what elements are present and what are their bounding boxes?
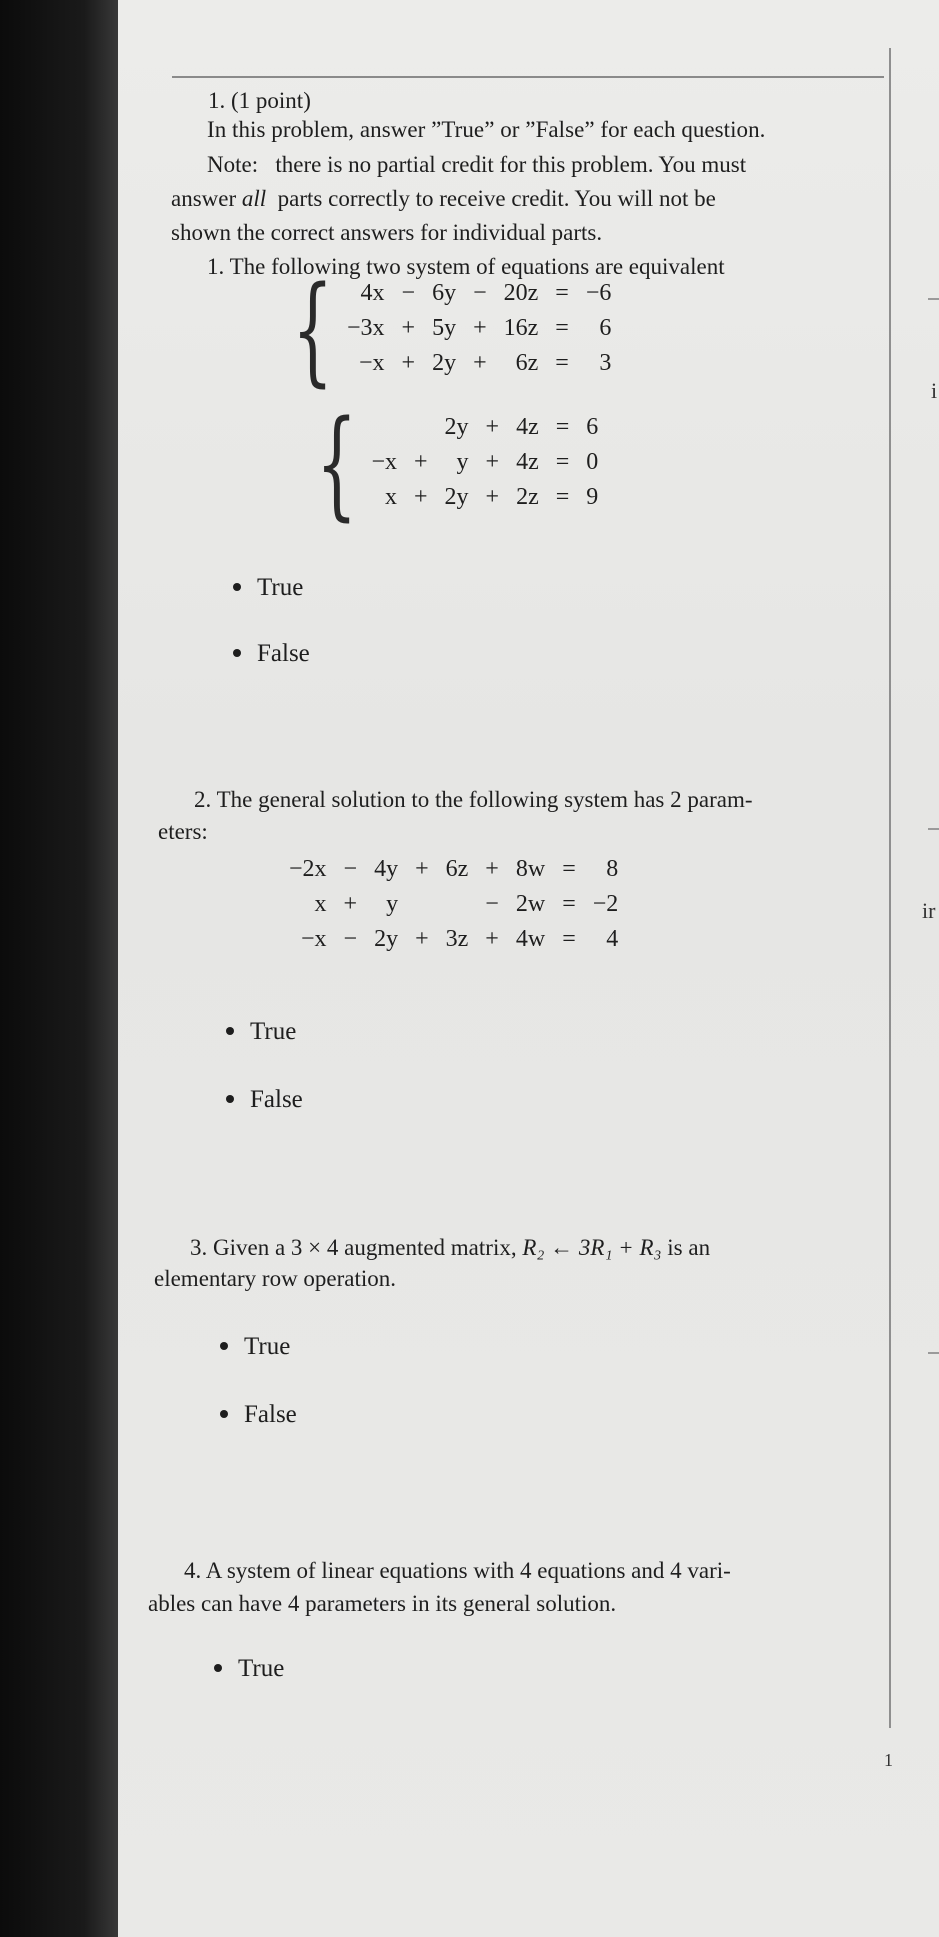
q1-system-a-table — [340, 276, 618, 381]
constant: −6 — [585, 280, 612, 306]
equation-row — [282, 887, 625, 922]
term: 2z — [516, 484, 539, 510]
q2-system-table — [282, 852, 625, 957]
term: x — [385, 484, 397, 510]
equation-row — [364, 410, 605, 445]
term: 4x — [360, 280, 385, 306]
operator: + — [414, 449, 428, 475]
term: 4w — [515, 926, 546, 952]
option-label: True — [238, 1655, 285, 1682]
term — [439, 887, 476, 922]
equals: = — [555, 280, 569, 306]
operator: + — [485, 414, 500, 440]
operator: + — [473, 350, 487, 376]
operator: − — [401, 280, 416, 306]
instruction-line: In this problem, answer ”True” or ”False” for each question. — [207, 117, 766, 142]
page-number: 1 — [884, 1750, 893, 1770]
term: y — [456, 449, 469, 475]
equation-row — [340, 276, 618, 311]
operator: − — [485, 891, 499, 917]
note-label: Note: — [207, 152, 259, 177]
operator: + — [485, 484, 500, 510]
question-3-lead: 3. Given a 3 × 4 augmented matrix, — [190, 1235, 517, 1260]
term: 6z — [515, 350, 539, 376]
term: 2w — [515, 891, 546, 917]
constant: 0 — [586, 449, 599, 475]
term — [364, 410, 404, 445]
equals: = — [555, 484, 570, 510]
term: 2y — [444, 484, 469, 510]
term: 6y — [432, 280, 457, 306]
term: x — [314, 891, 327, 917]
option-label: False — [257, 640, 310, 667]
operator — [405, 887, 439, 922]
question-3-tail: is an — [667, 1235, 711, 1260]
row-operation: R₂ ← 3R₁ + R₃ — [522, 1235, 662, 1260]
equation-row — [282, 922, 625, 957]
constant: 9 — [586, 484, 599, 510]
equation-row — [282, 852, 625, 887]
term: −3x — [347, 315, 385, 341]
operator: − — [473, 280, 487, 306]
operator: + — [473, 315, 487, 341]
instruction-text: parts correctly to receive credit. You will not be — [277, 186, 716, 211]
term: 8w — [515, 856, 546, 882]
equation-row — [340, 311, 618, 346]
question-3-text — [190, 1231, 710, 1265]
q1-system-b-table — [364, 410, 605, 515]
term: 3z — [445, 926, 469, 952]
option-label: False — [250, 1086, 303, 1113]
q1-system-a — [292, 260, 618, 398]
q3-option-false[interactable] — [220, 1401, 297, 1429]
operator: + — [415, 856, 429, 882]
bullet-icon — [233, 649, 241, 657]
bullet-icon — [214, 1664, 222, 1672]
edge-tick — [928, 828, 939, 830]
equals: = — [562, 856, 576, 882]
question-4-text-cont: ables can have 4 parameters in its general solution. — [148, 1591, 617, 1616]
equals: = — [555, 315, 569, 341]
bullet-icon — [220, 1342, 228, 1350]
term: 2y — [444, 414, 469, 440]
term: 5y — [432, 315, 457, 341]
constant: 6 — [586, 414, 599, 440]
equals: = — [555, 414, 570, 440]
term: −x — [301, 926, 327, 952]
bullet-icon — [226, 1095, 234, 1103]
constant: 6 — [599, 315, 612, 341]
equation-row — [364, 480, 605, 515]
term: 4z — [516, 414, 539, 440]
term: −x — [371, 449, 397, 475]
instruction-line: shown the correct answers for individual parts. — [171, 220, 603, 245]
constant: 4 — [606, 926, 619, 952]
constant: −2 — [592, 891, 619, 917]
equals: = — [555, 350, 569, 376]
term: 4y — [374, 856, 399, 882]
q2-option-true[interactable] — [226, 1018, 296, 1046]
q2-system — [282, 852, 625, 957]
equation-row — [340, 346, 618, 381]
option-label: True — [250, 1018, 297, 1045]
note-text: there is no partial credit for this problem. You must — [275, 152, 747, 177]
question-2-text: 2. The general solution to the following system has 2 param- — [194, 787, 753, 812]
operator: + — [414, 484, 428, 510]
note-line — [207, 148, 746, 182]
right-margin-rule — [889, 48, 891, 1728]
equals: = — [562, 926, 576, 952]
edge-tick — [928, 1352, 939, 1354]
top-rule — [172, 76, 884, 78]
term: y — [386, 891, 399, 917]
margin-char: i — [931, 378, 938, 403]
instruction-emphasis: all — [241, 186, 267, 211]
q1-option-true[interactable] — [233, 574, 303, 602]
bullet-icon — [233, 583, 241, 591]
bullet-icon — [226, 1027, 234, 1035]
operator: − — [343, 926, 358, 952]
term: 20z — [503, 280, 539, 306]
q2-option-false[interactable] — [226, 1086, 303, 1114]
screen-bezel — [0, 0, 120, 1937]
term: 16z — [503, 315, 539, 341]
question-3-text-cont: elementary row operation. — [154, 1266, 397, 1291]
question-1-text: 1. The following two system of equations are equivalent — [207, 254, 725, 279]
option-label: True — [244, 1333, 291, 1360]
equals: = — [562, 891, 576, 917]
operator: + — [401, 315, 416, 341]
question-2-text-cont: eters: — [158, 819, 208, 844]
system-brace: { — [316, 394, 358, 532]
operator: + — [485, 449, 500, 475]
q4-option-true[interactable] — [214, 1655, 284, 1683]
q3-option-true[interactable] — [220, 1333, 290, 1361]
equals: = — [555, 449, 570, 475]
q1-option-false[interactable] — [233, 640, 310, 668]
term: −x — [359, 350, 385, 376]
constant: 3 — [599, 350, 612, 376]
term: 2y — [432, 350, 457, 376]
operator: + — [401, 350, 416, 376]
operator: + — [343, 891, 358, 917]
operator: + — [485, 926, 499, 952]
q1-system-b — [316, 394, 605, 532]
term: 4z — [516, 449, 539, 475]
problem-points: (1 point) — [231, 88, 311, 113]
problem-number: 1. — [208, 88, 226, 113]
edge-tick — [928, 298, 939, 300]
operator: − — [343, 856, 358, 882]
term: 2y — [374, 926, 399, 952]
instruction-line — [171, 182, 716, 216]
option-label: False — [244, 1401, 297, 1428]
equation-row — [364, 445, 605, 480]
operator: + — [415, 926, 429, 952]
option-label: True — [257, 574, 304, 601]
bullet-icon — [220, 1410, 228, 1418]
question-4-text: 4. A system of linear equations with 4 equations and 4 vari- — [184, 1558, 731, 1583]
system-brace: { — [292, 260, 334, 398]
operator: + — [485, 856, 499, 882]
instruction-word: answer — [171, 186, 237, 211]
term: 6z — [445, 856, 469, 882]
term: −2x — [289, 856, 327, 882]
constant: 8 — [606, 856, 619, 882]
operator — [404, 410, 438, 445]
margin-char: ir — [922, 898, 936, 923]
